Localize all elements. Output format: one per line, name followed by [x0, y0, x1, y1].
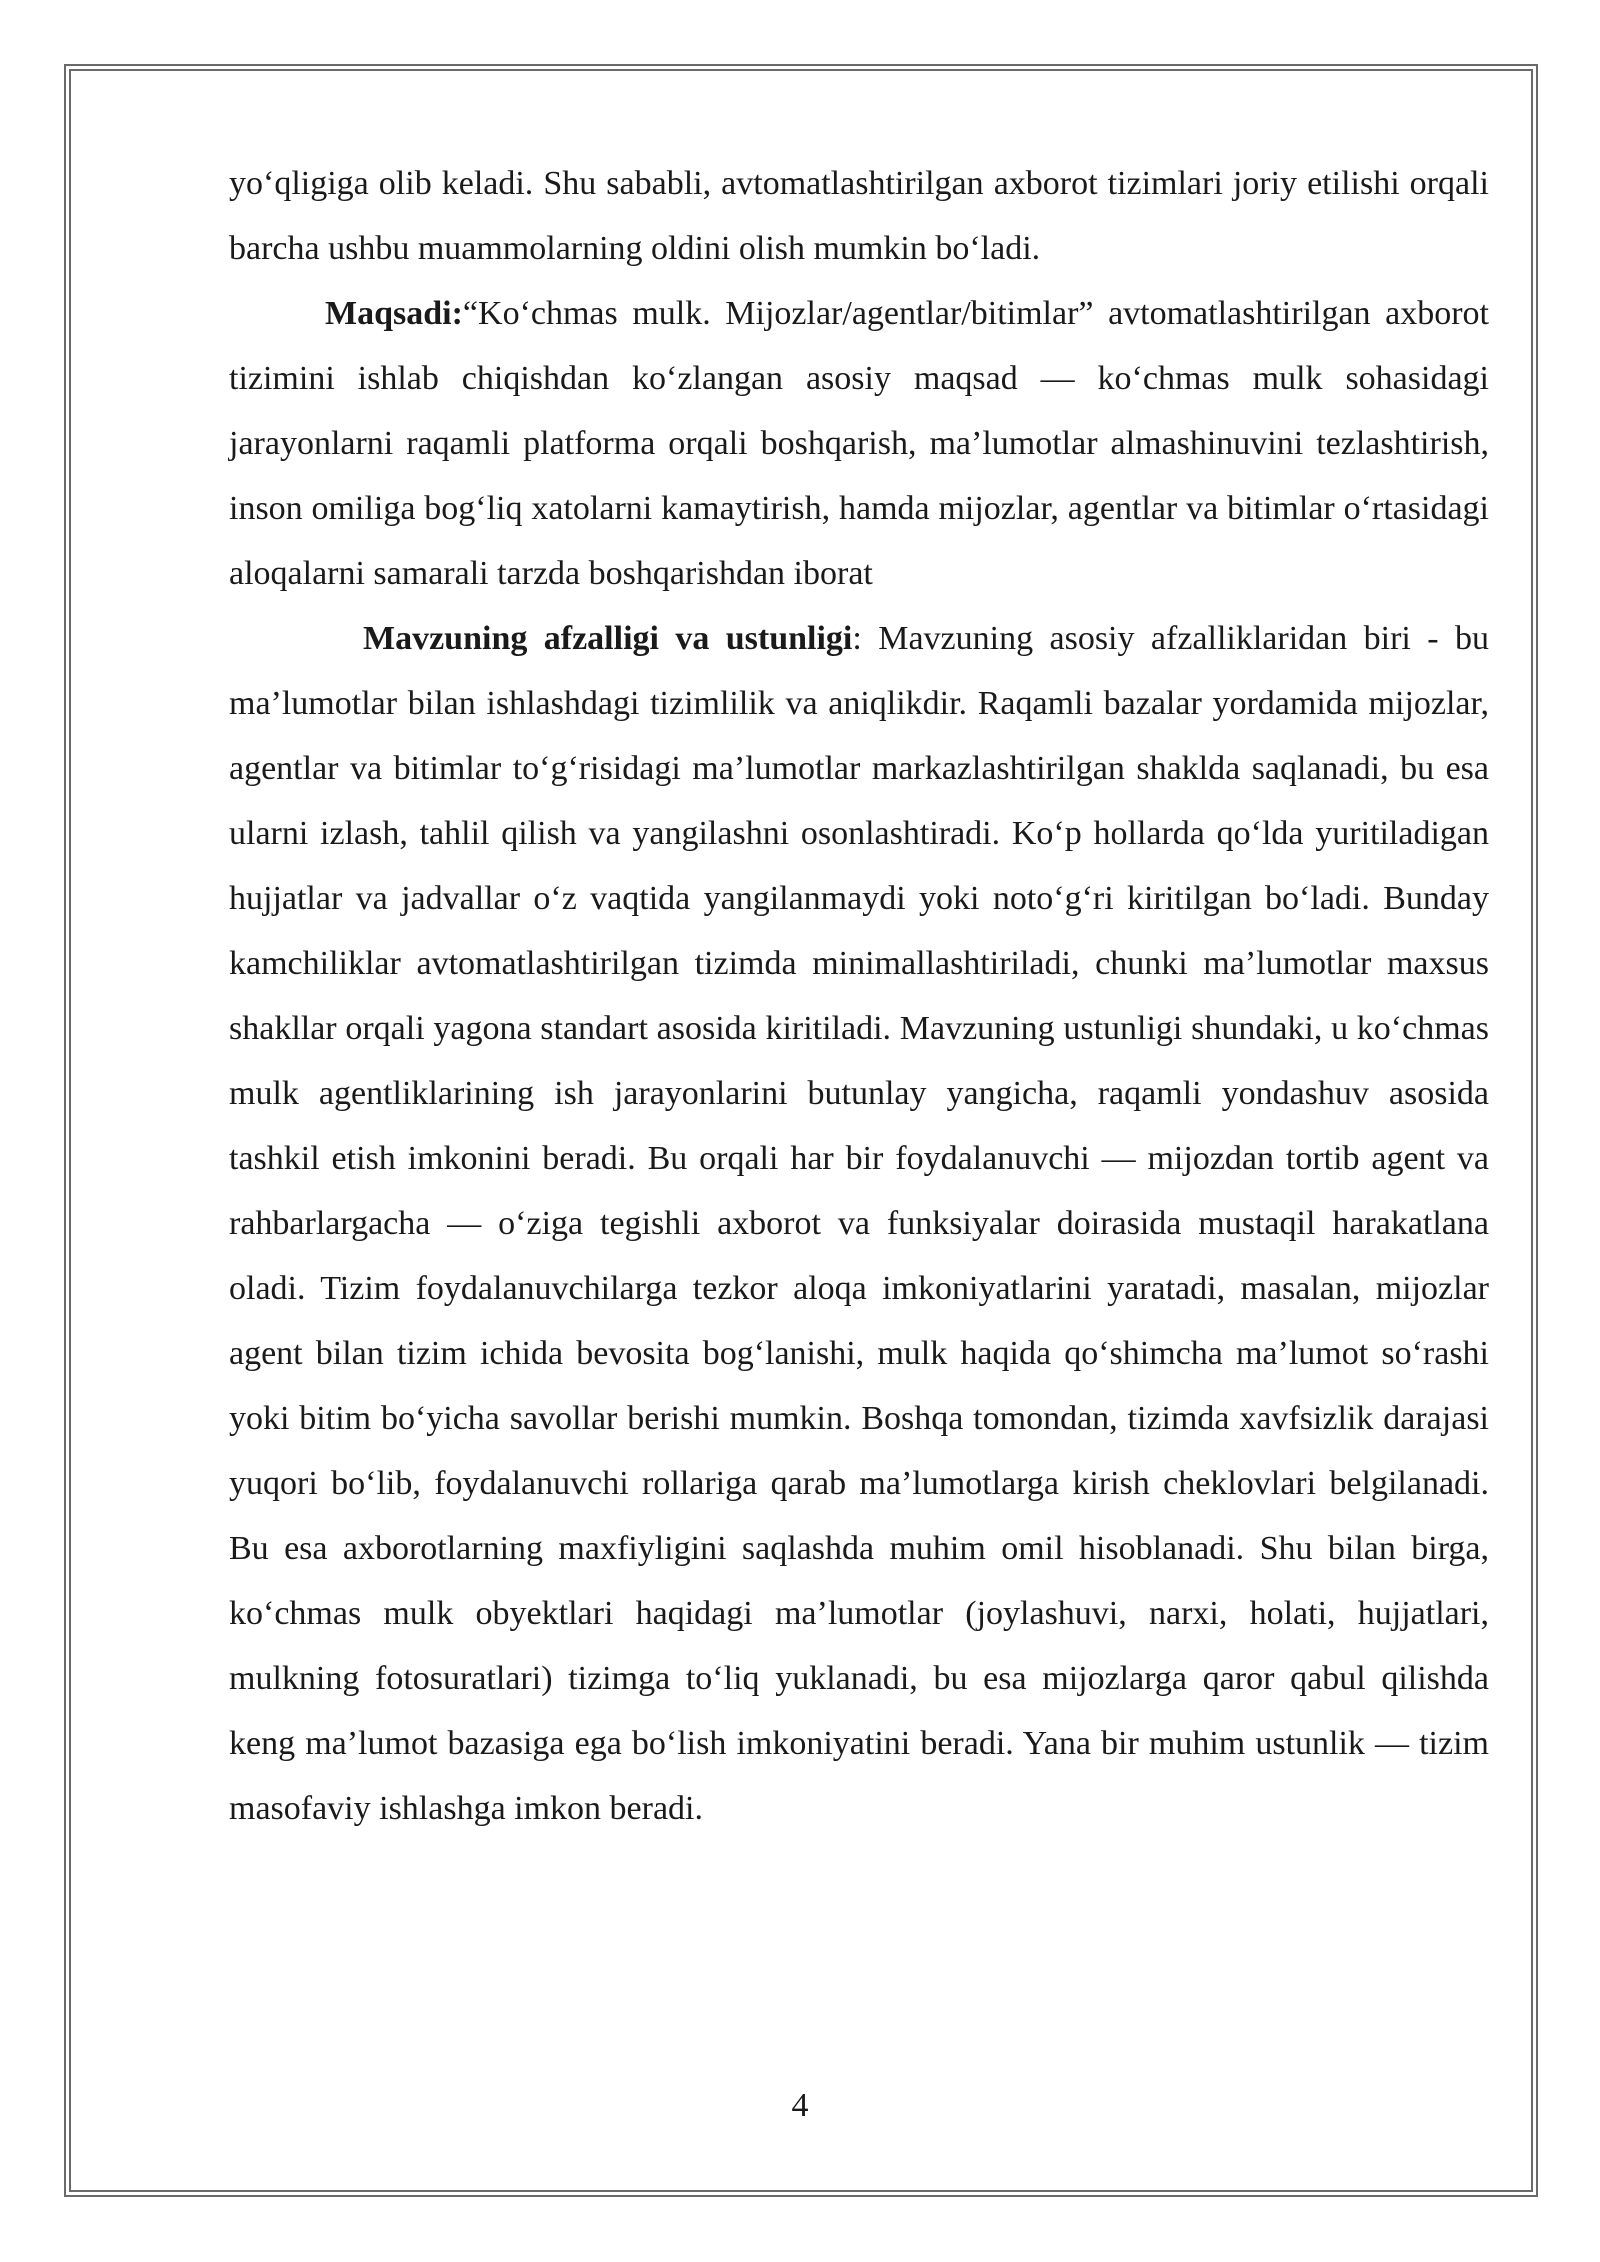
- paragraph-goal: [229, 281, 1489, 606]
- goal-label: Maqsadi:: [325, 295, 463, 332]
- page-number: 4: [791, 2087, 809, 2124]
- paragraph-advantages: [229, 606, 1489, 1841]
- goal-text: “Ko‘chmas mulk. Mijozlar/agentlar/bitimlar” avtomatlashtirilgan axborot tizimini ishlab chiqishdan ko‘zlangan asosiy maqsad — ko‘chmas mulk sohasidagi jarayonlarni raqamli platforma orqali boshqarish, ma’lumotlar almashinuvini tezlashtirish, inson omiliga bog‘liq xatolarni kamaytirish, hamda mijozlar, agentlar va bitimlar o‘rtasidagi aloqalarni samarali tarzda boshqarishdan iborat: [229, 295, 1489, 592]
- advantages-label: Mavzuning afzalligi va ustunligi: [363, 620, 853, 657]
- paragraph-continuation: yo‘qligiga olib keladi. Shu sababli, avtomatlashtirilgan axborot tizimlari joriy etilishi orqali barcha ushbu muammolarning oldini olish mumkin bo‘ladi.: [229, 165, 1489, 267]
- advantages-text: : Mavzuning asosiy afzalliklaridan biri - bu ma’lumotlar bilan ishlashdagi tizimlilik va aniqlikdir. Raqamli bazalar yordamida mijozlar, agentlar va bitimlar to‘g‘risidagi ma’lumotlar markazlashtirilgan shaklda saqlanadi, bu esa ularni izlash, tahlil qilish va yangilashni osonlashtiradi. Ko‘p hollarda qo‘lda yuritiladigan hujjatlar va jadvallar o‘z vaqtida yangilanmaydi yoki noto‘g‘ri kiritilgan bo‘ladi. Bunday kamchiliklar avtomatlashtirilgan tizimda minimallashtiriladi, chunki ma’lumotlar maxsus shakllar orqali yagona standart asosida kiritiladi. Mavzuning ustunligi shundaki, u ko‘chmas mulk agentliklarining ish jarayonlarini butunlay yangicha, raqamli yondashuv asosida tashkil etish imkonini beradi. Bu orqali har bir foydalanuvchi — mijozdan tortib agent va rahbarlargacha — o‘ziga tegishli axborot va funksiyalar doirasida mustaqil harakatlana oladi. Tizim foydalanuvchilarga tezkor aloqa imkoniyatlarini yaratadi, masalan, mijozlar agent bilan tizim ichida bevosita bog‘lanishi, mulk haqida qo‘shimcha ma’lumot so‘rashi yoki bitim bo‘yicha savollar berishi mumkin. Boshqa tomondan, tizimda xavfsizlik darajasi yuqori bo‘lib, foydalanuvchi rollariga qarab ma’lumotlarga kirish cheklovlari belgilanadi. Bu esa axborotlarning maxfiyligini saqlashda muhim omil hisoblanadi. Shu bilan birga, ko‘chmas mulk obyektlari haqidagi ma’lumotlar (joylashuvi, narxi, holati, hujjatlari, mulkning fotosuratlari) tizimga to‘liq yuklanadi, bu esa mijozlarga qaror qabul qilishda keng ma’lumot bazasiga ega bo‘lish imkoniyatini beradi. Yana bir muhim ustunlik — tizim masofaviy ishlashga imkon beradi.: [229, 620, 1489, 1827]
- document-body: [229, 151, 1489, 1841]
